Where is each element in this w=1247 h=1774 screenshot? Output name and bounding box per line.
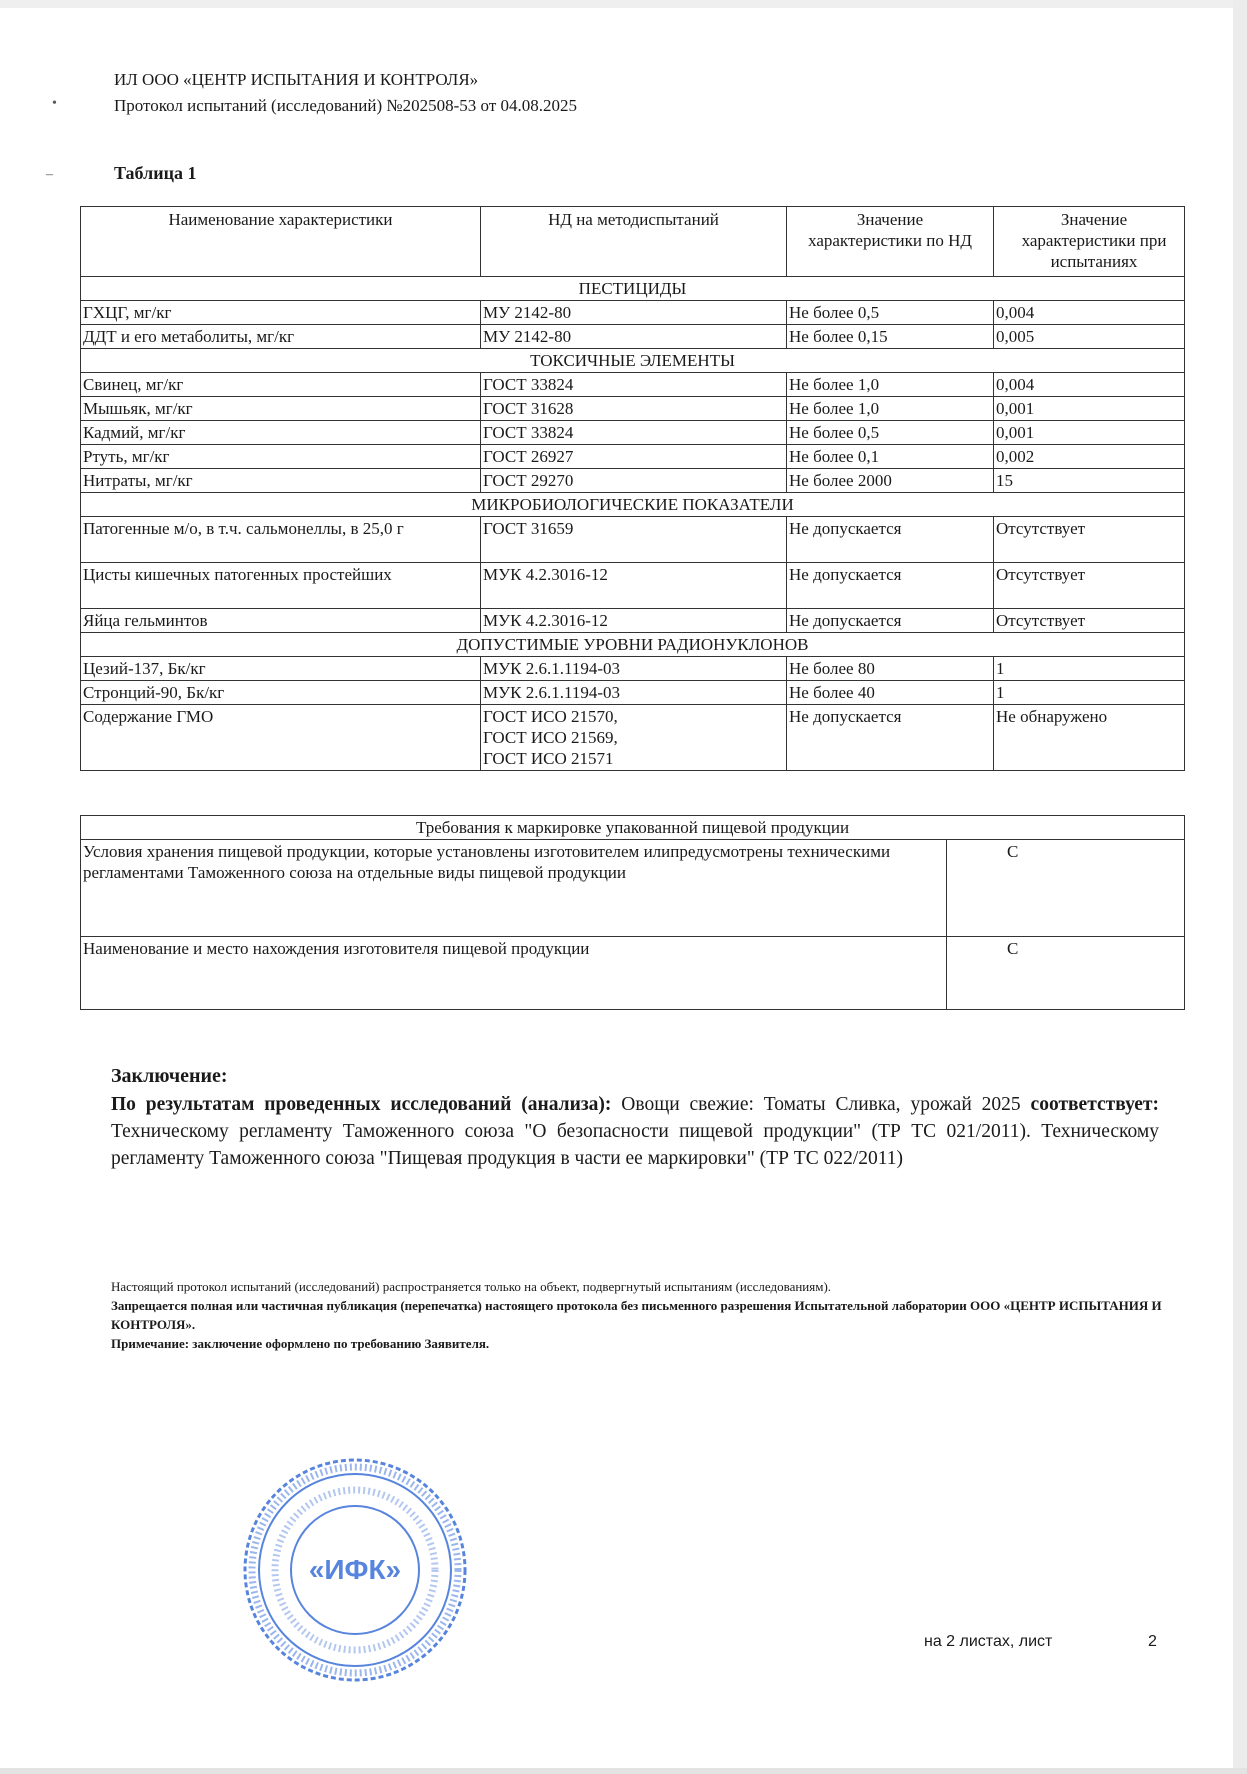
conclusion-title: Заключение: <box>111 1065 228 1087</box>
section-title: ПЕСТИЦИДЫ <box>81 277 1185 301</box>
test-result: 0,004 <box>994 301 1185 325</box>
labeling-requirement: Наименование и место нахождения изготовителя пищевой продукции <box>81 937 947 1010</box>
characteristic-name: Кадмий, мг/кг <box>81 421 481 445</box>
table-row <box>81 445 1185 469</box>
section-row <box>81 277 1185 301</box>
notes <box>111 1277 1171 1353</box>
characteristic-name: Ртуть, мг/кг <box>81 445 481 469</box>
section-row <box>81 493 1185 517</box>
test-method: ГОСТ 31659 <box>481 517 787 563</box>
characteristic-name: Цезий-137, Бк/кг <box>81 657 481 681</box>
test-method: ГОСТ 33824 <box>481 421 787 445</box>
scan-mark: • <box>52 96 57 111</box>
test-result: Отсутствует <box>994 563 1185 609</box>
test-method: МУК 2.6.1.1194-03 <box>481 681 787 705</box>
table-row <box>81 657 1185 681</box>
table-row <box>81 705 1185 771</box>
test-result: Отсутствует <box>994 517 1185 563</box>
conclusion-lead-bold: По результатам проведенных исследований (анализа): <box>111 1094 612 1115</box>
table-row <box>81 373 1185 397</box>
characteristic-name: ГХЦГ, мг/кг <box>81 301 481 325</box>
table-row <box>81 517 1185 563</box>
test-result: 15 <box>994 469 1185 493</box>
norm-value: Не более 1,0 <box>787 373 994 397</box>
section-title: ТОКСИЧНЫЕ ЭЛЕМЕНТЫ <box>81 349 1185 373</box>
norm-value: Не более 0,5 <box>787 421 994 445</box>
organization-stamp <box>240 1455 470 1685</box>
labeling-table <box>80 815 1185 1010</box>
norm-value: Не допускается <box>787 517 994 563</box>
characteristic-name: Стронций-90, Бк/кг <box>81 681 481 705</box>
test-result: Не обнаружено <box>994 705 1185 771</box>
conclusion-complies-bold: соответствует: <box>1030 1094 1160 1115</box>
test-result: 0,004 <box>994 373 1185 397</box>
column-header: НД на методиспытаний <box>481 207 787 277</box>
section-row <box>81 349 1185 373</box>
test-result: Отсутствует <box>994 609 1185 633</box>
test-method: МУК 2.6.1.1194-03 <box>481 657 787 681</box>
test-method: ГОСТ 26927 <box>481 445 787 469</box>
table-header-row <box>81 207 1185 277</box>
norm-value: Не более 0,15 <box>787 325 994 349</box>
table-row <box>81 325 1185 349</box>
table-row <box>81 609 1185 633</box>
test-method: МУК 4.2.3016-12 <box>481 563 787 609</box>
characteristic-name: Свинец, мг/кг <box>81 373 481 397</box>
labeling-requirement: Условия хранения пищевой продукции, которые установлены изготовителем илипредусмотрены техническими регламентами Таможенного союза на отдельные виды пищевой продукции <box>81 840 947 937</box>
test-method: МУ 2142-80 <box>481 301 787 325</box>
norm-value: Не более 40 <box>787 681 994 705</box>
column-header: Наименование характеристики <box>81 207 481 277</box>
page-top-edge <box>0 0 1247 8</box>
norm-value: Не более 2000 <box>787 469 994 493</box>
characteristic-name: Мышьяк, мг/кг <box>81 397 481 421</box>
labeling-result: С <box>947 840 1185 937</box>
table-row <box>81 937 1185 1010</box>
page-counter: на 2 листах, лист <box>924 1633 1053 1650</box>
characteristic-name: Содержание ГМО <box>81 705 481 771</box>
test-result: 0,005 <box>994 325 1185 349</box>
table-row <box>81 563 1185 609</box>
note-copyright: Запрещается полная или частичная публикация (перепечатка) настоящего протокола без письменного разрешения Испытательной лаборатории ООО «ЦЕНТР ИСПЫТАНИЯ И КОНТРОЛЯ». <box>111 1298 1162 1332</box>
test-method: ГОСТ ИСО 21570, ГОСТ ИСО 21569, ГОСТ ИСО 21571 <box>481 705 787 771</box>
characteristic-name: Нитраты, мг/кг <box>81 469 481 493</box>
labeling-section-title: Требования к маркировке упакованной пищевой продукции <box>81 816 1185 840</box>
section-row <box>81 633 1185 657</box>
column-header: Значение характеристики по НД <box>787 207 994 277</box>
characteristic-name: Яйца гельминтов <box>81 609 481 633</box>
lab-name: ИЛ ООО «ЦЕНТР ИСПЫТАНИЯ И КОНТРОЛЯ» <box>114 70 479 89</box>
results-table <box>80 206 1185 771</box>
section-title: ДОПУСТИМЫЕ УРОВНИ РАДИОНУКЛОНОВ <box>81 633 1185 657</box>
test-method: ГОСТ 29270 <box>481 469 787 493</box>
table-row <box>81 397 1185 421</box>
test-method: МУК 4.2.3016-12 <box>481 609 787 633</box>
test-method: ГОСТ 31628 <box>481 397 787 421</box>
conclusion <box>111 1063 1159 1172</box>
labeling-result: С <box>947 937 1185 1010</box>
table-row <box>81 301 1185 325</box>
scan-mark: – <box>46 167 53 182</box>
page-right-edge <box>1233 0 1247 1774</box>
table-row <box>81 840 1185 937</box>
norm-value: Не более 80 <box>787 657 994 681</box>
table-row <box>81 469 1185 493</box>
section-title: МИКРОБИОЛОГИЧЕСКИЕ ПОКАЗАТЕЛИ <box>81 493 1185 517</box>
test-result: 1 <box>994 681 1185 705</box>
norm-value: Не допускается <box>787 705 994 771</box>
characteristic-name: Патогенные м/о, в т.ч. сальмонеллы, в 25,0 г <box>81 517 481 563</box>
test-result: 0,002 <box>994 445 1185 469</box>
column-header: Значение характеристики при испытаниях <box>994 207 1185 277</box>
table-caption: Таблица 1 <box>114 163 197 183</box>
norm-value: Не более 0,5 <box>787 301 994 325</box>
test-result: 1 <box>994 657 1185 681</box>
table-body <box>81 277 1185 771</box>
test-result: 0,001 <box>994 421 1185 445</box>
test-method: МУ 2142-80 <box>481 325 787 349</box>
note-remark: Примечание: заключение оформлено по требованию Заявителя. <box>111 1336 490 1351</box>
page-bottom-edge <box>0 1768 1247 1774</box>
norm-value: Не более 0,1 <box>787 445 994 469</box>
characteristic-name: Цисты кишечных патогенных простейших <box>81 563 481 609</box>
characteristic-name: ДДТ и его метаболиты, мг/кг <box>81 325 481 349</box>
table-row <box>81 681 1185 705</box>
table-row <box>81 421 1185 445</box>
page-number: 2 <box>1148 1633 1157 1650</box>
test-result: 0,001 <box>994 397 1185 421</box>
test-method: ГОСТ 33824 <box>481 373 787 397</box>
protocol-title: Протокол испытаний (исследований) №202508-53 от 04.08.2025 <box>114 96 577 115</box>
norm-value: Не допускается <box>787 609 994 633</box>
norm-value: Не допускается <box>787 563 994 609</box>
norm-value: Не более 1,0 <box>787 397 994 421</box>
conclusion-body <box>111 1091 1159 1172</box>
conclusion-lead-text: Овощи свежие: Томаты Сливка, урожай 2025 <box>611 1094 1021 1115</box>
stamp-center-text: «ИФК» <box>308 1554 402 1585</box>
note-scope: Настоящий протокол испытаний (исследований) распространяется только на объект, подвергнутый испытаниям (исследованиям). <box>111 1279 832 1294</box>
conclusion-complies-text: Техническому регламенту Таможенного союза "О безопасности пищевой продукции" (ТР ТС 021/2011). Техническому регламенту Таможенного союза "Пищевая продукция в части ее маркировки" (ТР ТС 022/2011) <box>111 1121 1159 1169</box>
